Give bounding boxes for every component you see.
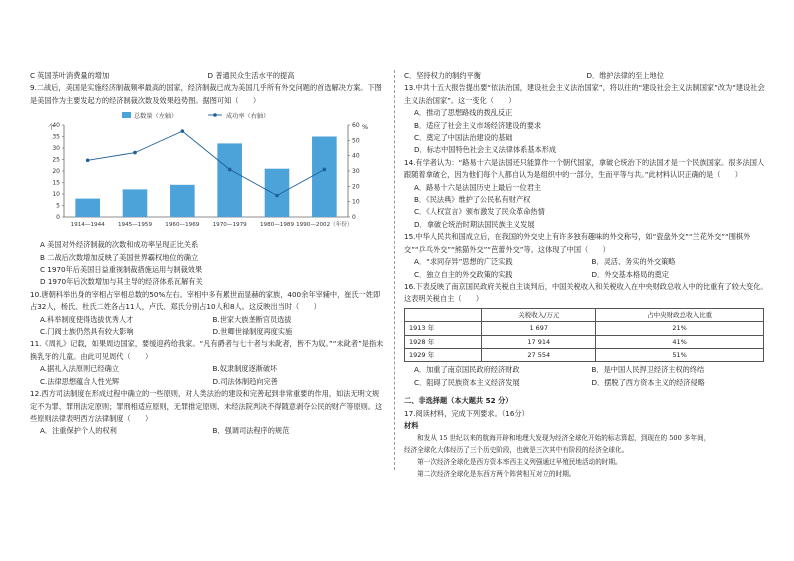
q11-options-row2: C.法律思想蕴含人性光辉 D.司法体制趋向完善 [40, 376, 278, 386]
table-header-row: 关税收入/万元 占中央财政总收入比重 [405, 308, 764, 321]
q15-options-row1: A．“求同存异”思想的广泛实践 B．灵活、务实的外交策略 [414, 257, 676, 267]
y2-tick-label: 10 [352, 198, 360, 206]
q16-options-row1: A．加重了南京国民政府经济财政 B．是中国人民捍卫经济主权的终结 [414, 365, 705, 375]
column-divider [394, 70, 395, 470]
y-tick-label: 0 [56, 214, 60, 222]
question-14: 14.有学者认为：“路易十六是法国还只能算作一个朝代国家，拿破仑统治下的法国才是一个民族国家。很多法国人跟随着拿破仑，因为他们每个人都自认为是组织中的一部分，生而平等与共。”此材料认识正确的是（ ） [404, 157, 765, 180]
y-axis-label: 个 [48, 123, 55, 132]
question-9: 9.二战后，美国是实施经济制裁频率最高的国家，经济制裁已成为美国几乎所有外交问题的首选解决方案。下图是美国作为主要发起方的经济制裁次数及效果趋势图。据图可知（ ） [30, 83, 382, 105]
legend-bar-swatch [122, 112, 131, 118]
y-tick-label: 30 [52, 145, 60, 153]
q13-option-d: D．标志中国特色社会主义法律体系基本形成 [414, 145, 557, 155]
q11-options-row1: A.据礼入法原则已经确立 B.奴隶制度逐渐破坏 [40, 364, 278, 374]
legend-bar-label: 总数量（左轴） [134, 113, 178, 121]
y-tick-label: 35 [52, 133, 60, 141]
legend-line-point [213, 113, 217, 117]
q10-options-row1: A.科举制度使得选拔优秀人才 B.世家大族垄断官员选拔 [40, 314, 292, 324]
chart-bar [312, 137, 337, 218]
chart-bar [75, 199, 100, 217]
q16-options-row2: C．阻碍了民族资本主义经济发展 D．摆脱了西方资本主义的经济侵略 [414, 377, 705, 387]
chart-bar [265, 169, 290, 217]
y-tick-label: 20 [52, 168, 60, 176]
q12-options-row2: C．坚持权力的制约平衡 D．维护法律的至上地位 [404, 71, 664, 80]
q9-option-b: B 二战后次数增加反映了美国世界霸权地位的确立 [40, 252, 199, 262]
material-line: 经济全球化大体经历了三个历史阶段，也就是三次其中有阶段的经济全球化。 [404, 446, 629, 455]
sanctions-chart [30, 109, 385, 239]
x-tick-label: 1990—2002（年份） [296, 222, 353, 229]
section-title: 二、非选择题（本大题共 52 分） [404, 396, 513, 406]
y2-tick-label: 20 [352, 183, 360, 191]
q12-options-row1: A．注重保护个人的权利 B．强调司法程序的规范 [40, 426, 290, 436]
chart-bar [123, 190, 148, 218]
q13-option-a: A．推动了思想路线的拨乱反正 [414, 108, 513, 118]
question-16: 16.下表反映了南京国民政府关税自主谈判后，中国关税收入和关税收入在中央财政总收入中的比重有了较大变化。这表明关税自主（ ） [404, 281, 768, 304]
left-column [30, 70, 385, 438]
chart-point [86, 159, 90, 163]
chart-point [228, 168, 232, 172]
q9-option-d: D 1970年后次数增加与其主导的经济体系瓦解有关 [40, 277, 203, 287]
q9-option-a: A 美国对外经济制裁的次数和成功率呈现正比关系 [40, 240, 199, 250]
chart-point [133, 151, 137, 155]
chart-point [181, 130, 185, 134]
y-tick-label: 10 [52, 191, 60, 199]
q9-option-c: C 1970年后美国日益重视制裁措施运用与制裁效果 [40, 265, 203, 275]
x-tick-label: 1970—1979 [212, 222, 247, 229]
y2-axis-label: % [362, 123, 369, 132]
q15-options-row2: C．独立自主的外交政策的实践 D．外交基本格局的奠定 [414, 269, 669, 279]
x-tick-label: 1980—1989 [259, 222, 295, 229]
y-tick-label: 40 [52, 122, 60, 130]
chart-point [323, 168, 327, 172]
legend-line-label: 成功率（右轴） [226, 113, 270, 121]
y-tick-label: 15 [52, 179, 60, 187]
question-10: 10.唐朝科举出身的宰相占宰相总数的50%左右。宰相中多有累世而显赫的家族，400余年宰辅中，崔氏一姓即占32人，杨氏、杜氏二姓各占11人，卢氏、郑氏分别占10人和8人。这反映出当时（ ） [30, 289, 381, 312]
x-tick-label: 1914—1944 [70, 222, 105, 229]
q10-options-row2: C.门阀士族仍然具有较大影响 D.世卿世禄制度再度实施 [40, 327, 293, 337]
y2-tick-label: 50 [352, 137, 360, 145]
x-tick-label: 1945—1959 [117, 222, 153, 229]
question-13: 13.中共十五大报告提出要“依法治国，建设社会主义法治国家”，将以往的“建设社会主义法制国家”改为“建设社会主义法治国家”。这一变化（ ） [404, 83, 765, 105]
sanctions-chart-svg [30, 109, 385, 239]
material-line: 第二次经济全球化是东西方两个阵营相互对立的时期。 [404, 470, 576, 479]
material-line: 第一次经济全球化是西方资本率西主义列强通过早殖民地活动的时期。 [404, 458, 622, 467]
q8-options-tail: C 英国茶叶消费量的增加 D 普通民众生活水平的提高 [30, 71, 295, 80]
y-tick-label: 25 [52, 156, 60, 164]
y2-tick-label: 60 [352, 122, 360, 130]
question-11: 11.《周礼》记载，如果周边国家，要缓迎药给我家。“凡有爵者与七十者与未龀者，皆不为奴。”“未龀者”是指未换乳牙的儿童。由此可见周代（ ） [30, 339, 384, 361]
table-row: 1929 年 27 554 51% [405, 348, 764, 361]
q13-option-c: C．奠定了中国法治建设的基础 [414, 133, 513, 143]
q14-option-c: C．《人权宣言》颁布激发了民众革命热情 [414, 207, 545, 217]
y2-tick-label: 0 [352, 214, 356, 222]
material-line: 和发从 15 世纪以来的航海开辟和地理大发现为经济全球化开始的标志算起，到现在的 500 多年间， [404, 434, 711, 443]
q13-option-b: B．适应了社会主义市场经济建设的要求 [414, 120, 542, 130]
question-12: 12.西方司法制度在形成过程中确立的一些原则，对人类法治的建设和完善起到非常重要的作用，如法无明文规定不为罪、罪刑法定原则；罪刑相适应原则，无罪推定原则、未经法院判决不得随意剥夺公民的财产等原则。这些原则法律表明西方法律制度（ ） [30, 389, 383, 423]
right-column [404, 70, 769, 480]
y-tick-label: 5 [56, 202, 60, 210]
y2-tick-label: 40 [352, 152, 360, 160]
x-tick-label: 1960—1969 [165, 222, 200, 229]
chart-point [275, 194, 279, 198]
q14-option-a: A．路易十六是法国历史上最后一位君主 [414, 182, 542, 192]
question-17: 17.阅读材料，完成下列要求。（16分） [404, 408, 529, 418]
material-label: 材料 [404, 420, 419, 430]
tariff-table [404, 308, 764, 363]
chart-bar [217, 144, 242, 218]
table-row: 1928 年 17 914 41% [405, 335, 764, 348]
y2-tick-label: 30 [352, 168, 360, 176]
chart-bar [170, 185, 195, 217]
q14-option-b: B．《民法典》维护了公民私有财产权 [414, 195, 531, 205]
q14-option-d: D．拿破仑统治时期法国民族主义发展 [414, 219, 535, 229]
question-15: 15.中华人民共和国成立后，在我国的外交史上有许多独有趣味的外交称号，如“瓷盘外交”“兰花外交”“围棋外交”“乒乓外交”“熊猫外交”“芭蕾外交”等。这体现了中国（ ） [404, 232, 751, 254]
table-row: 1913 年 1 697 21% [405, 322, 764, 335]
